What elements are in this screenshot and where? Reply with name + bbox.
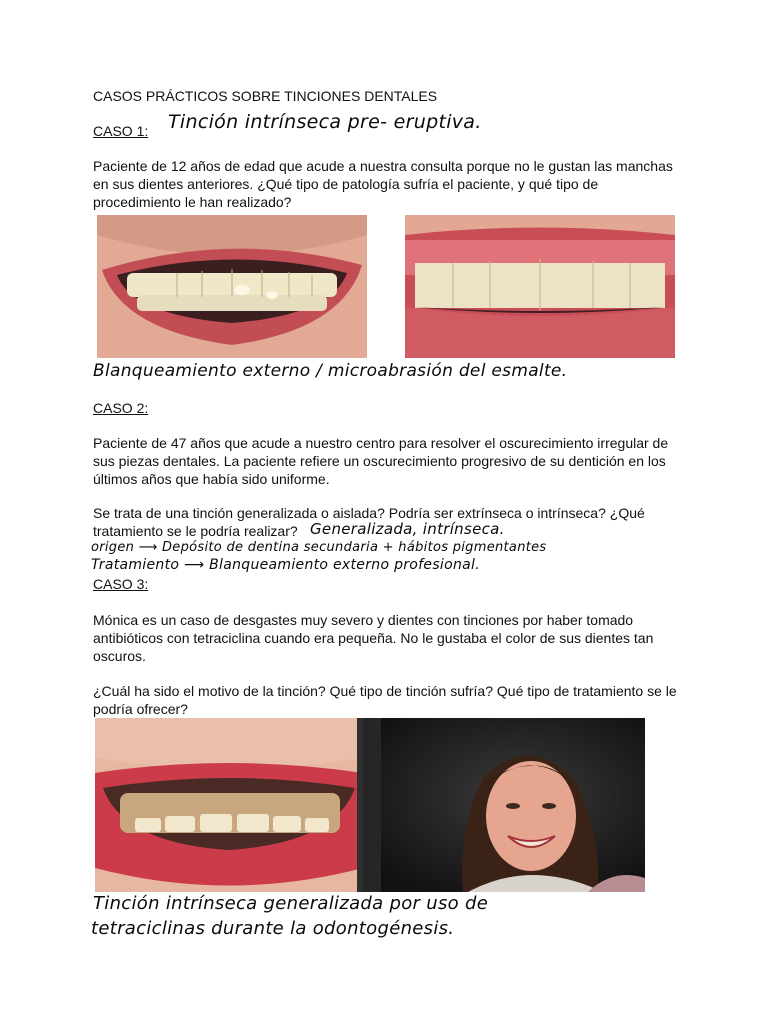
caso1-handwritten-answer: Tinción intrínseca pre- eruptiva. bbox=[168, 111, 482, 133]
caso3-handwritten-answer2: tetraciclinas durante la odontogénesis. bbox=[91, 918, 455, 939]
teeth-before-photo bbox=[97, 215, 367, 358]
caso2-handwritten-answer3: Tratamiento ⟶ Blanqueamiento externo profesional. bbox=[91, 557, 480, 573]
caso3-label: CASO 3: bbox=[93, 576, 149, 592]
caso2-question-line2: tratamiento se le podría realizar? bbox=[93, 523, 298, 539]
caso2-text: Paciente de 47 años que acude a nuestro centro para resolver el oscurecimiento irregular de sus piezas dentales. La paciente refiere un oscurecimiento progresivo de su dentición en los últimos años que había sido uniforme. bbox=[93, 435, 669, 487]
caso1-handwritten-treatment: Blanqueamiento externo / microabrasión del esmalte. bbox=[93, 361, 568, 381]
caso2-handwritten-answer2: origen ⟶ Depósito de dentina secundaria + hábitos pigmentantes bbox=[91, 540, 547, 555]
caso3-text: Mónica es un caso de desgastes muy severo y dientes con tinciones por haber tomado antibióticos con tetraciclina cuando era pequeña. No le gustaba el color de sus dientes tan oscuros. bbox=[93, 612, 654, 664]
caso2-label: CASO 2: bbox=[93, 400, 149, 416]
caso3-question: ¿Cuál ha sido el motivo de la tinción? Qué tipo de tinción sufría? Qué tipo de tratamiento se le podría ofrecer? bbox=[93, 683, 677, 717]
teeth-after-photo bbox=[405, 215, 675, 358]
caso1-label: CASO 1: bbox=[93, 123, 149, 139]
caso2-handwritten-answer1: Generalizada, intrínseca. bbox=[310, 520, 505, 538]
document-title: CASOS PRÁCTICOS SOBRE TINCIONES DENTALES bbox=[93, 88, 438, 104]
caso2-question-line1: Se trata de una tinción generalizada o aislada? Podría ser extrínseca o intrínseca? ¿Qué bbox=[93, 505, 645, 521]
caso3-handwritten-answer1: Tinción intrínseca generalizada por uso de bbox=[93, 893, 489, 914]
worn-teeth-photo bbox=[95, 718, 363, 892]
patient-portrait-photo bbox=[363, 718, 645, 892]
caso1-text: Paciente de 12 años de edad que acude a nuestra consulta porque no le gustan las manchas en sus dientes anteriores. ¿Qué tipo de patología sufría el paciente, y qué tipo de procedimiento le han realizado? bbox=[93, 158, 673, 210]
